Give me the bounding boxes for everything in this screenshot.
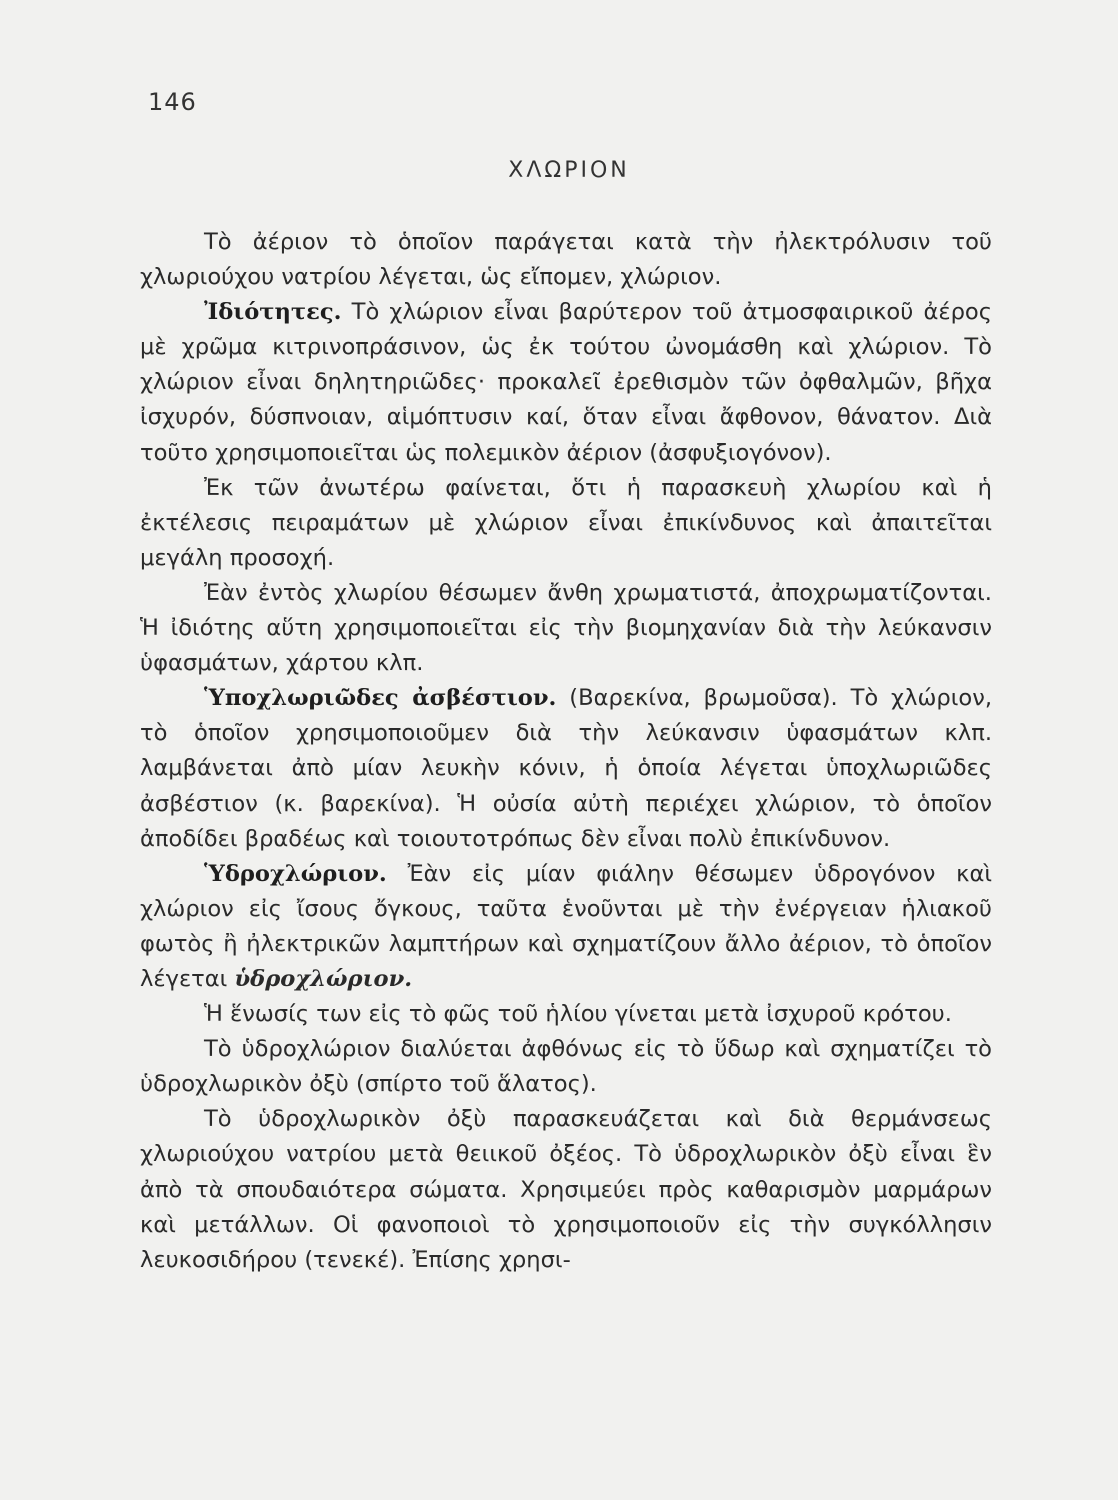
paragraph-text: Ἐὰν ἐντὸς χλωρίου θέσωμεν ἄνθη χρωματιστά, ἀποχρωματίζονται. Ἡ ἰδιότης αὕτη χρησιμοποιεῖται εἰς τὴν βιομηχανίαν διὰ τὴν λεύκανσιν ὑφασμάτων, χάρτου κλπ. bbox=[140, 579, 992, 677]
paragraph-bleaching bbox=[140, 576, 992, 681]
paragraph-text: Ἐὰν εἰς μίαν φιάλην θέσωμεν ὑδρογόνον καὶ χλώριον εἰς ἴσους ὄγκους, ταῦτα ἑνοῦνται μὲ τὴν ἐνέργειαν ἡλιακοῦ φωτὸς ἢ ἠλεκτρικῶν λαμπτήρων καὶ σχηματίζουν ἄλλο ἀέριον, τὸ ὁποῖον λέγεται bbox=[140, 860, 992, 992]
paragraph-hydrogen-chloride bbox=[140, 857, 992, 997]
paragraph-properties bbox=[140, 295, 992, 470]
paragraph-text: Ἐκ τῶν ἀνωτέρω φαίνεται, ὅτι ἡ παρασκευὴ χλωρίου καὶ ἡ ἐκτέλεσις πειραμάτων μὲ χλώριον εἶναι ἐπικίνδυνος καὶ ἀπαιτεῖται μεγάλη προσοχή. bbox=[140, 474, 992, 571]
body-text bbox=[140, 225, 992, 1278]
paragraph-text: Τὸ ἀέριον τὸ ὁποῖον παράγεται κατὰ τὴν ἠλεκτρόλυσιν τοῦ χλωριούχου νατρίου λέγεται, ὡς εἴπομεν, χλώριον. bbox=[140, 229, 992, 291]
paragraph-text: Τὸ ὑδροχλώριον διαλύεται ἀφθόνως εἰς τὸ ὕδωρ καὶ σχηματίζει τὸ ὑδροχλωρικὸν ὀξὺ (σπίρτο τοῦ ἅλατος). bbox=[140, 1036, 992, 1098]
paragraph-caution bbox=[140, 471, 992, 576]
paragraph-text: Τὸ χλώριον εἶναι βαρύτερον τοῦ ἀτμοσφαιρικοῦ ἀέρος μὲ χρῶμα κιτρινοπράσινον, ὡς ἐκ τούτου ὠνομάσθη καὶ χλώριον. Τὸ χλώριον εἶναι δηλητηριῶδες· προκαλεῖ ἐρεθισμὸν τῶν ὀφθαλμῶν, βῆχα ἰσχυρόν, δύσπνοιαν, αἱμόπτυσιν καί, ὅταν εἶναι ἄφθονον, θάνατον. Διὰ τοῦτο χρησιμοποιεῖται ὡς πολεμικὸν ἀέριον (ἀσφυξιογόνον). bbox=[140, 299, 992, 466]
section-heading-hypochlorite: Ὑποχλωριῶδες ἀσβέστιον. bbox=[204, 685, 557, 712]
paragraph-text: Τὸ ὑδροχλωρικὸν ὀξὺ παρασκευάζεται καὶ διὰ θερμάνσεως χλωριούχου νατρίου μετὰ θειικοῦ ὀξέος. Τὸ ὑδροχλωρικὸν ὀξὺ εἶναι ἓν ἀπὸ τὰ σπουδαιότερα σώματα. Χρησιμεύει πρὸς καθαρισμὸν μαρμάρων καὶ μετάλλων. Οἱ φανοποιοὶ τὸ χρησιμοποιοῦν εἰς τὴν συγκόλλησιν λευκοσιδήρου (τενεκέ). Ἐπίσης χρησι- bbox=[140, 1106, 992, 1273]
paragraph-text: Ἡ ἕνωσίς των εἰς τὸ φῶς τοῦ ἡλίου γίνεται μετὰ ἰσχυροῦ κρότου. bbox=[204, 1001, 952, 1028]
paragraph-reaction bbox=[140, 997, 992, 1032]
page-number: 146 bbox=[148, 88, 197, 116]
section-heading-properties: Ἰδιότητες. bbox=[204, 299, 342, 326]
paragraph-hydrochloric-acid bbox=[140, 1102, 992, 1277]
section-heading-hydrogen-chloride: Ὑδροχλώριον. bbox=[204, 860, 387, 887]
paragraph-solution bbox=[140, 1032, 992, 1102]
paragraph-text: (Βαρεκίνα, βρωμοῦσα). Τὸ χλώριον, τὸ ὁποῖον χρησιμοποιοῦμεν διὰ τὴν λεύκανσιν ὑφασμάτων κλπ. λαμβάνεται ἀπὸ μίαν λευκὴν κόνιν, ἡ ὁποία λέγεται ὑποχλωριῶδες ἀσβέστιον (κ. βαρεκίνα). Ἡ οὐσία αὐτὴ περιέχει χλώριον, τὸ ὁποῖον ἀποδίδει βραδέως καὶ τοιουτοτρόπως δὲν εἶναι πολὺ ἐπικίνδυνον. bbox=[140, 685, 992, 852]
chapter-title: ΧΛΩΡΙΟΝ bbox=[508, 158, 630, 183]
emphasized-term: ὑδροχλώριον. bbox=[234, 965, 413, 992]
paragraph-hypochlorite bbox=[140, 681, 992, 856]
paragraph-intro bbox=[140, 225, 992, 295]
